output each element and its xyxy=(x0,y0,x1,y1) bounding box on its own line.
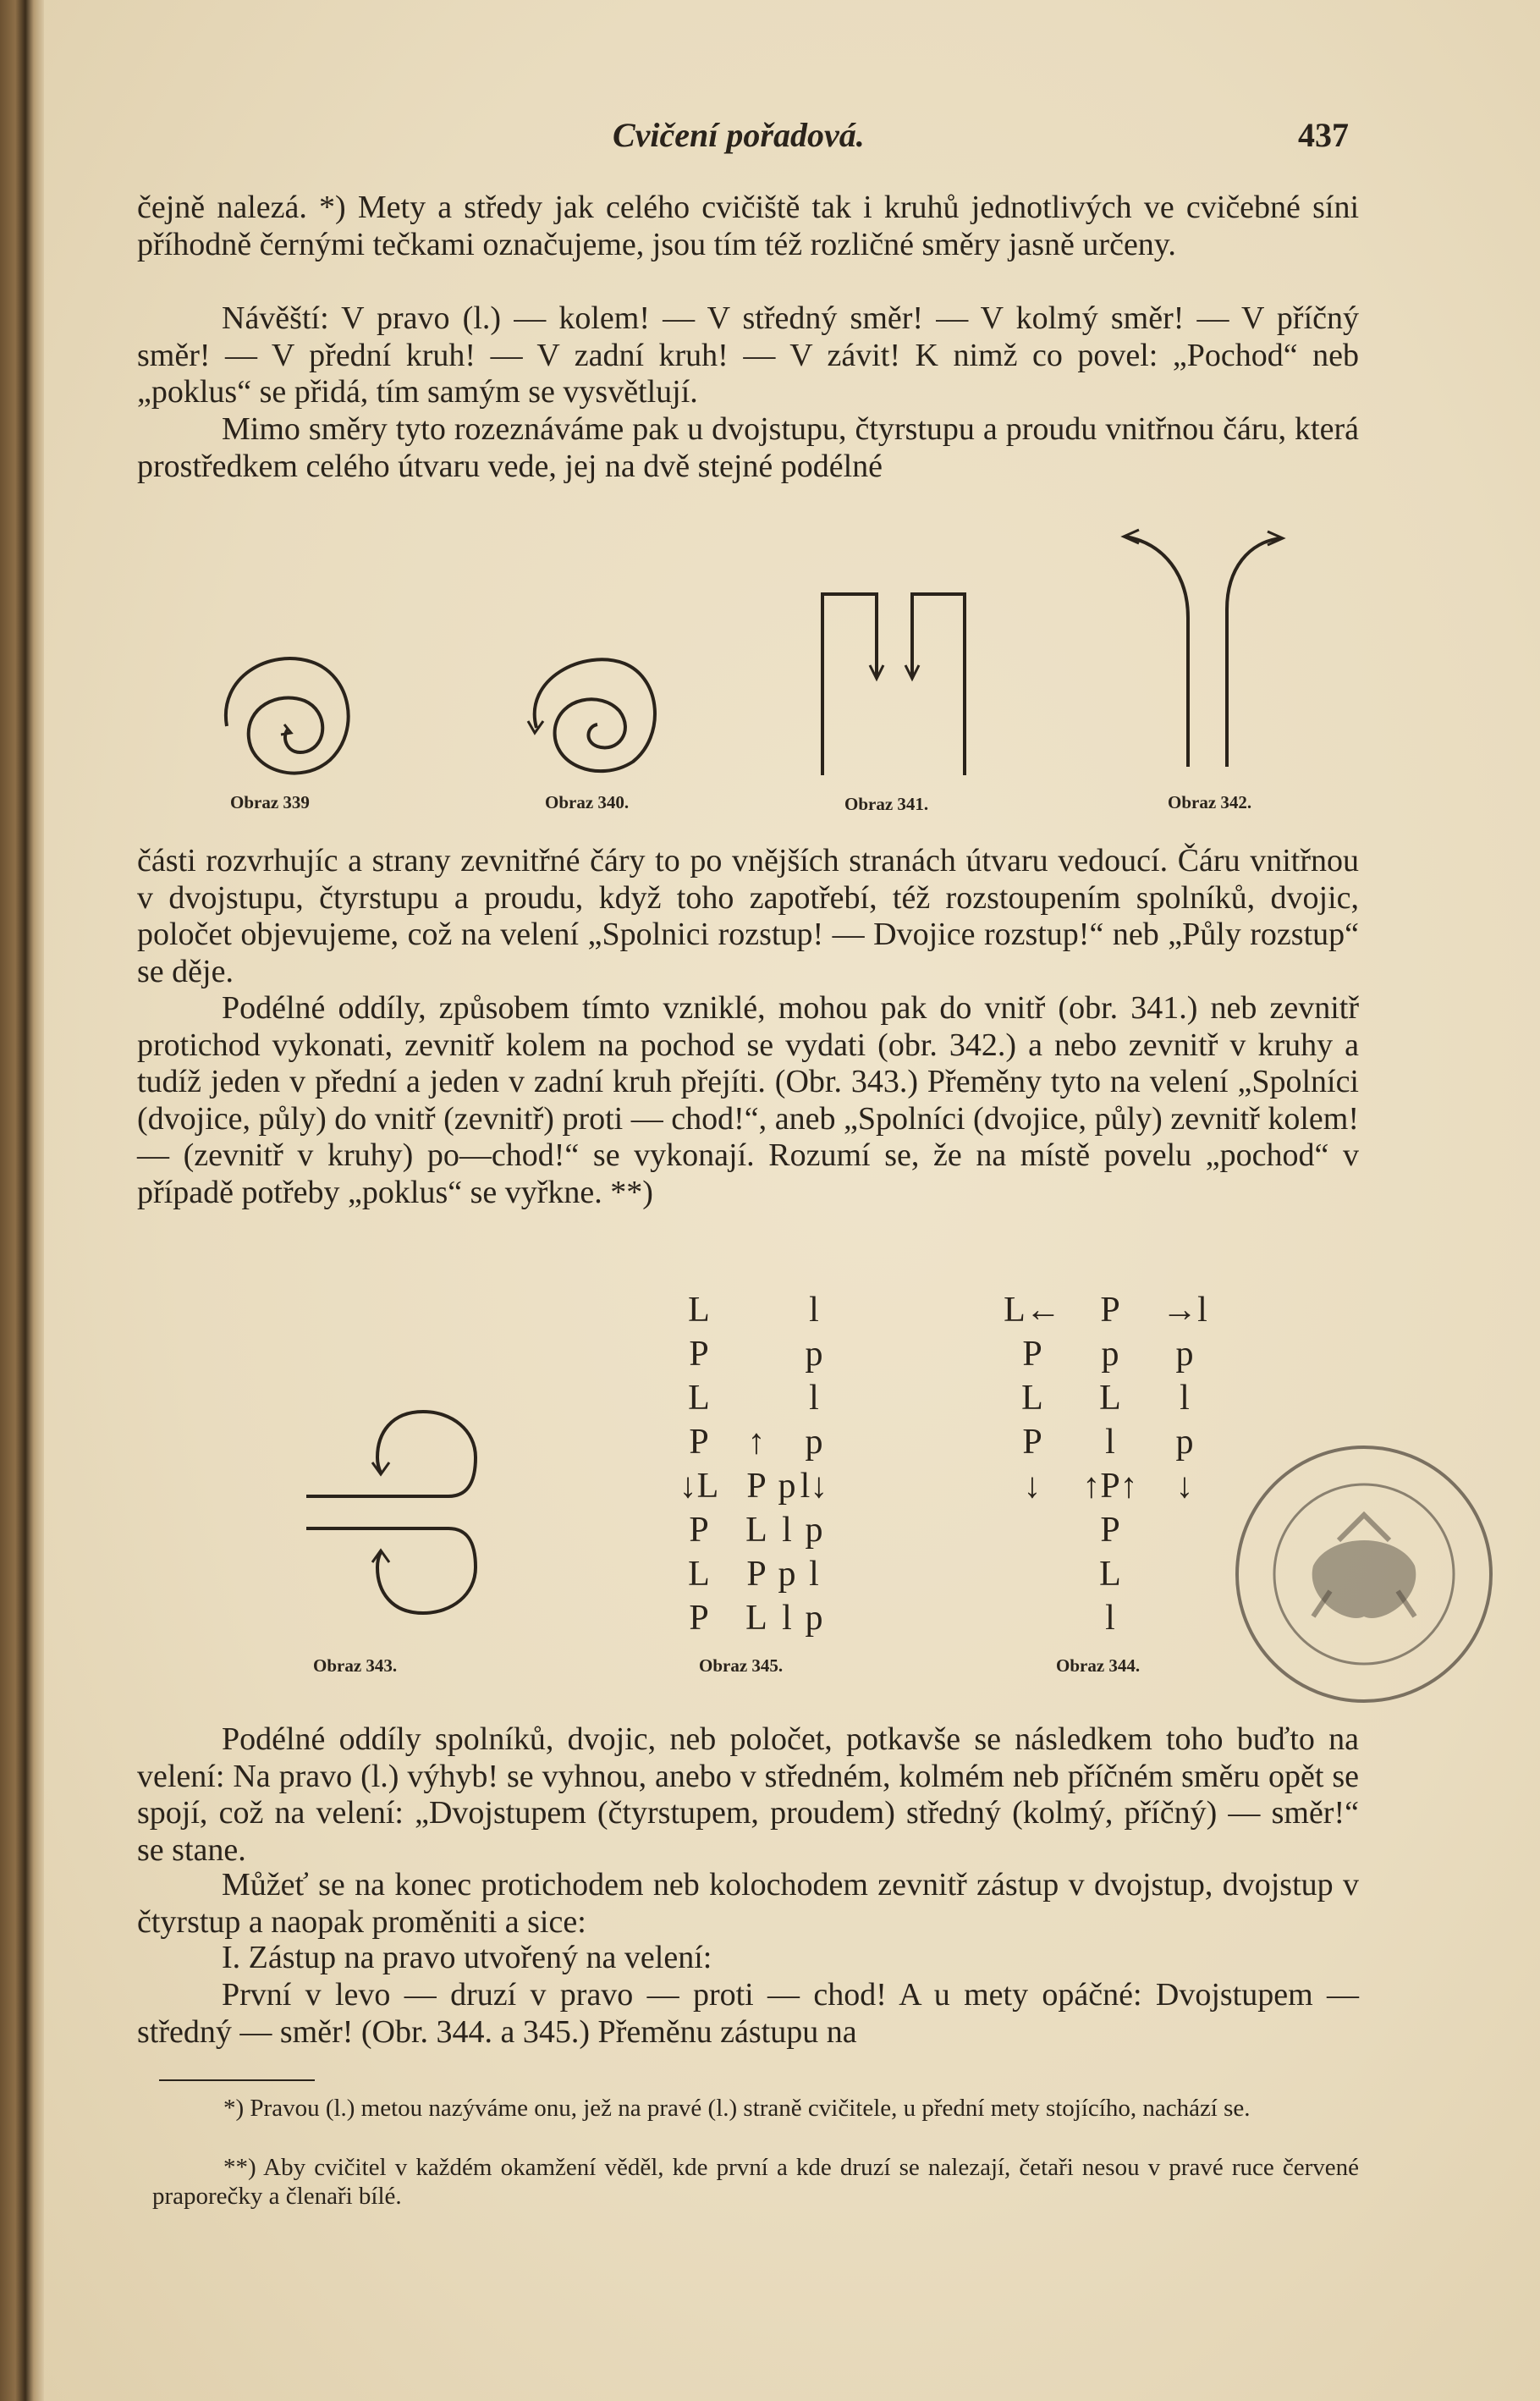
grid-cell: l xyxy=(1180,1379,1190,1418)
page-header xyxy=(0,115,1540,166)
page-number: 437 xyxy=(1298,116,1349,154)
kruhy-343-graphic xyxy=(296,1405,482,1625)
grid-cell: P xyxy=(1022,1423,1042,1462)
grid-cell: l xyxy=(1105,1423,1115,1462)
paragraph-2: Návěští: V pravo (l.) — kolem! — V středný směr! — V kolmý směr! — V příčný směr! — V přední kruh! — V zadní kruh! — V závit! K nimž co povel: „Pochod“ neb „poklus“ se přidá, tím samým se vysvětlují. xyxy=(137,300,1359,410)
library-stamp xyxy=(1229,1439,1499,1710)
caption-fig342: Obraz 342. xyxy=(1168,792,1252,812)
grid-cell: P xyxy=(689,1599,709,1638)
footnote-2: **) Aby cvičitel v každém okamžení věděl, kde první a kde druzí se nalezají, četaři nesou v pravé ruce červené praporečky a členaři bílé. xyxy=(152,2154,1359,2210)
grid-cell: L xyxy=(1099,1379,1121,1418)
grid-cell: L← xyxy=(1004,1291,1061,1330)
grid-cell: p xyxy=(778,1555,796,1594)
paragraph-9: První v levo — druzí v pravo — proti — chod! A u mety opáčné: Dvojstupem — středný — směr! (Obr. 344. a 345.) Přeměnu zástupu na xyxy=(137,1977,1359,2050)
library-stamp-graphic xyxy=(1229,1439,1499,1710)
grid-cell: p xyxy=(805,1599,823,1638)
grid-cell: l xyxy=(1105,1599,1115,1638)
grid-cell: l xyxy=(782,1511,792,1550)
paragraph-7: Můžeť se na konec protichodem neb kolochodem zevnitř zástup v dvojstup, dvojstup v čtyrstup a naopak proměniti a sice: xyxy=(137,1867,1359,1940)
grid-cell: p xyxy=(805,1423,823,1462)
grid-cell: L xyxy=(688,1379,710,1418)
figure-344-grid xyxy=(1004,1290,1210,1645)
grid-cell: l xyxy=(809,1555,819,1594)
spiral-339-graphic xyxy=(210,643,362,779)
grid-cell: l xyxy=(809,1379,819,1418)
grid-cell: p xyxy=(805,1511,823,1550)
grid-cell: l↓ xyxy=(800,1467,828,1506)
paragraph-5: Podélné oddíly, způsobem tímto vzniklé, mohou pak do vnitř (obr. 341.) neb zevnitř protichod vykonati, zevnitř kolem na pochod se vydati (obr. 342.) a nebo zevnitř v kruhy a tudíž jeden v přední a jeden v zadní kruh přejíti. (Obr. 343.) Přeměny tyto na velení „Spolníci (dvojice, půly) do vnitř (zevnitř) proti — chod!“, aneb „Spolníci (dvojice, půly) zevnitř kolem! — (zevnitř v kruhy) po—chod!“ se vykonají. Rozumí se, že na místě povelu „pochod“ v případě potřeby „poklus“ se vyřkne. **) xyxy=(137,990,1359,1210)
paragraph-1: čejně nalezá. *) Mety a středy jak celého cvičiště tak i kruhů jednotlivých ve cvičebné síni příhodně černými tečkami označujeme, jsou tím též rozličné směry jasně určeny. xyxy=(137,190,1359,262)
grid-cell: L xyxy=(1021,1379,1043,1418)
grid-cell: p xyxy=(1175,1335,1194,1374)
grid-cell: P xyxy=(689,1511,709,1550)
footnote-1: *) Pravou (l.) metou nazýváme onu, jež na pravé (l.) straně cvičitele, u přední mety stojícího, nachází se. xyxy=(223,2095,1251,2122)
grid-cell: ↑P↑ xyxy=(1082,1467,1138,1506)
running-title: Cvičení pořadová. xyxy=(613,116,865,154)
paragraph-6: Podélné oddíly spolníků, dvojic, neb poločet, potkavše se následkem toho buďto na velení: Na pravo (l.) výhyb! se vyhnou, anebo v středném, kolmém neb příčném směru opět se spojí, což na velení: „Dvojstupem (čtyrstupem, proudem) středný (kolmý, příčný) — směr!“ se stane. xyxy=(137,1721,1359,1868)
grid-cell: p xyxy=(1175,1423,1194,1462)
grid-cell: L xyxy=(688,1291,710,1330)
figure-345-grid xyxy=(668,1290,846,1645)
paragraph-3: Mimo směry tyto rozeznáváme pak u dvojstupu, čtyrstupu a proudu vnitřnou čáru, která prostředkem celého útvaru vede, jej na dvě stejné podélné xyxy=(137,411,1359,484)
caption-fig345: Obraz 345. xyxy=(699,1655,784,1676)
spiral-340-graphic xyxy=(516,643,668,779)
caption-fig344: Obraz 344. xyxy=(1056,1655,1141,1676)
figure-340-spiral xyxy=(516,643,668,783)
grid-cell: L xyxy=(745,1599,767,1638)
caption-fig340: Obraz 340. xyxy=(545,792,630,812)
grid-cell: p xyxy=(1101,1335,1119,1374)
figure-342-kolem xyxy=(1122,525,1291,774)
caption-fig339: Obraz 339 xyxy=(230,792,310,812)
paragraph-4: části rozvrhujíc a strany zevnitřné čáry to po vnějších stranách útvaru vedoucí. Čáru vnitřnou v dvojstupu, čtyrstupu a proudu, když toho zapotřebí, též rozstoupením spolníků, dvojic, poločet objevujeme, což na velení „Spolnici rozstup! — Dvojice rozstup!“ neb „Půly rozstup“ se děje. xyxy=(137,843,1359,989)
protichod-341-graphic xyxy=(819,584,971,779)
paragraph-8: I. Zástup na pravo utvořený na velení: xyxy=(222,1940,712,1975)
grid-cell: ↓L xyxy=(679,1467,719,1506)
grid-cell: ↑ xyxy=(747,1423,766,1462)
caption-fig341: Obraz 341. xyxy=(844,794,929,814)
grid-cell: P xyxy=(746,1467,767,1506)
grid-cell: ↓ xyxy=(1023,1467,1042,1506)
figure-343-kruhy xyxy=(296,1405,482,1629)
grid-cell: ↓ xyxy=(1175,1467,1194,1506)
grid-cell: →l xyxy=(1162,1291,1207,1330)
grid-cell: P xyxy=(1022,1335,1042,1374)
grid-cell: p xyxy=(805,1335,823,1374)
grid-cell: p xyxy=(778,1467,796,1506)
grid-cell: P xyxy=(689,1423,709,1462)
caption-fig343: Obraz 343. xyxy=(313,1655,398,1676)
book-spine xyxy=(0,0,44,2401)
grid-cell: L xyxy=(745,1511,767,1550)
grid-cell: L xyxy=(1099,1555,1121,1594)
figure-339-spiral xyxy=(210,643,362,783)
grid-cell: L xyxy=(688,1555,710,1594)
grid-cell: l xyxy=(782,1599,792,1638)
grid-cell: P xyxy=(1100,1291,1120,1330)
footnote-rule xyxy=(159,2079,315,2081)
grid-cell: P xyxy=(746,1555,767,1594)
grid-cell: P xyxy=(689,1335,709,1374)
kolem-342-graphic xyxy=(1122,525,1291,770)
grid-cell: P xyxy=(1100,1511,1120,1550)
figure-341-protichod xyxy=(819,584,971,783)
grid-cell: l xyxy=(809,1291,819,1330)
